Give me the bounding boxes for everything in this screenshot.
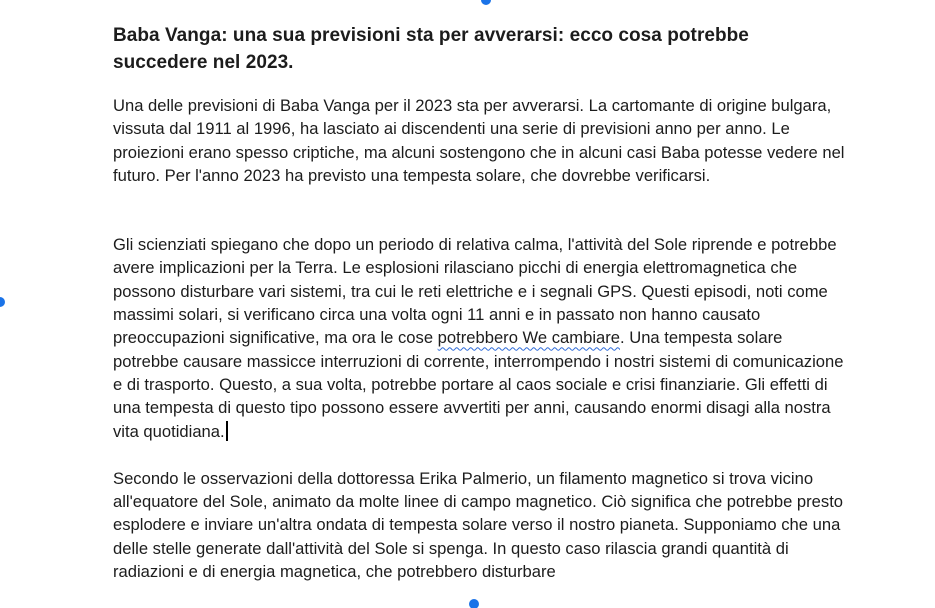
paragraph-2 bbox=[113, 233, 848, 443]
paragraph-1: Una delle previsioni di Baba Vanga per il 2023 sta per avverarsi. La cartomante di origine bulgara, vissuta dal 1911 al 1996, ha lasciato ai discendenti una serie di previsioni anno per anno. Le proiezioni erano spesso criptiche, ma alcuni sostengono che in alcuni casi Baba potesse vedere nel futuro. Per l'anno 2023 ha previsto una tempesta solare, che dovrebbe verificarsi. bbox=[113, 96, 845, 185]
paragraph-2-text-start: Gli scienziati spiegano che dopo un periodo di relativa calma, l'attività del Sole riprende e potrebbe avere implicazioni per la Terra. Le esplosioni rilasciano picchi di energia elettromagnetica che possono disturbare vari sistemi, tra cui le reti elettriche e i segnali GPS. Questi episodi, noti come massimi solari, si verificano circa una volta ogni 11 anni e in passato non hanno causato preoccupazioni significative, ma ora le cose bbox=[113, 235, 837, 348]
paragraph-3: Secondo le osservazioni della dottoressa Erika Palmerio, un filamento magnetico si trova vicino all'equatore del Sole, animato da molte linee di campo magnetico. Ciò significa che potrebbe presto esplodere e inviare un'altra ondata di tempesta solare verso il nostro pianeta. Supponiamo che una delle stelle generate dall'attività del Sole si spenga. In questo caso rilascia grandi quantità di radiazioni e di energia magnetica, che potrebbero disturbare bbox=[113, 468, 844, 582]
spellcheck-flagged-phrase[interactable]: potrebbero We cambiare bbox=[437, 328, 620, 348]
document-editor[interactable] bbox=[113, 22, 848, 583]
selection-handle-left[interactable] bbox=[0, 297, 5, 307]
paragraph-2-text-end: . Una tempesta solare potrebbe causare massicce interruzioni di corrente, interrompendo i nostri sistemi di comunicazione e di trasporto. Questo, a sua volta, potrebbe portare al caos sociale e crisi finanziarie. Gli effetti di una tempesta di questo tipo possono essere avvertiti per anni, causando enormi disagi alla nostra vita quotidiana. bbox=[113, 328, 844, 441]
article-title: Baba Vanga: una sua previsioni sta per avverarsi: ecco cosa potrebbe succedere nel 2023. bbox=[113, 25, 749, 73]
text-cursor bbox=[226, 421, 228, 441]
selection-handle-bottom[interactable] bbox=[469, 599, 479, 608]
selection-handle-top[interactable] bbox=[481, 0, 491, 5]
